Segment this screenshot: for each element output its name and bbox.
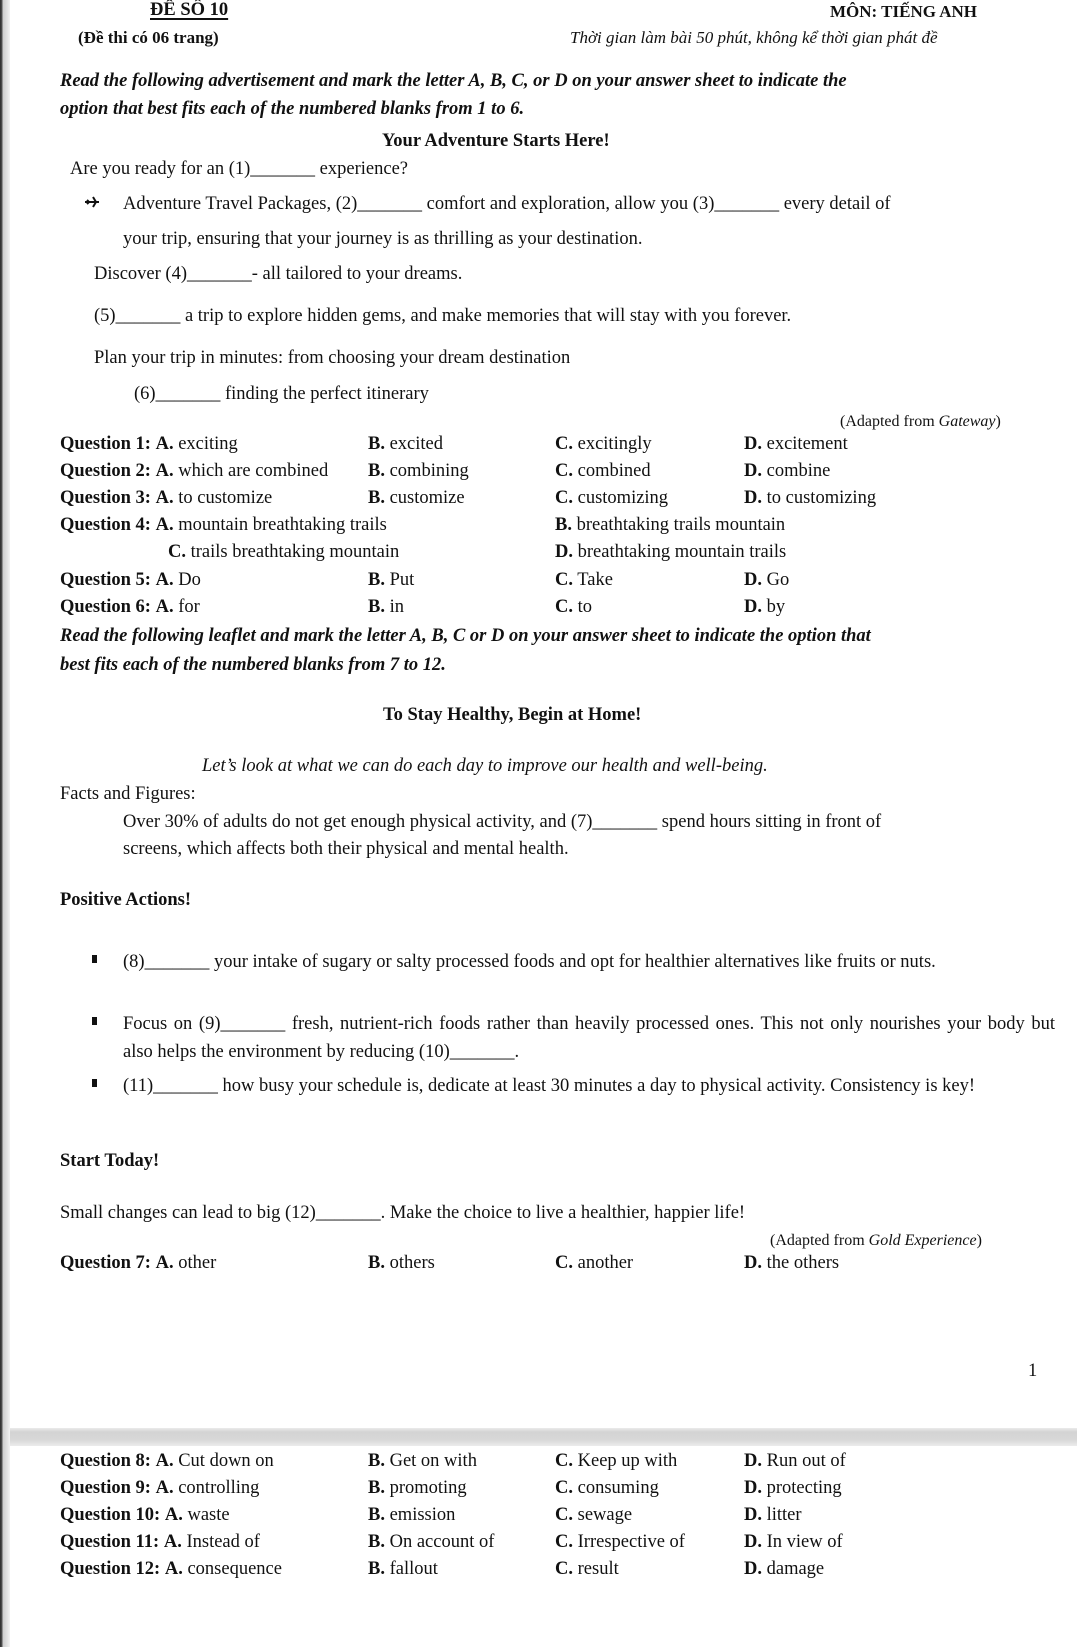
question-label-option-a: Question 9: A. controlling	[60, 1478, 260, 1498]
question-label: Question 8:	[60, 1451, 151, 1471]
question-label: Question 5:	[60, 570, 151, 590]
page-1	[10, 0, 1077, 1428]
question-label-option-a: Question 4: A. mountain breathtaking trails	[60, 515, 387, 535]
question-label: Question 9:	[60, 1478, 151, 1498]
bullet-square-icon	[92, 955, 97, 963]
bullet-square-icon	[92, 1017, 97, 1025]
question-label: Question 4:	[60, 515, 151, 535]
option-c: C. to	[555, 597, 593, 617]
facts-heading: Facts and Figures:	[60, 784, 196, 804]
option-b: B. On account of	[368, 1532, 495, 1552]
option-c: C. consuming	[555, 1478, 659, 1498]
page-2	[10, 1446, 1077, 1647]
option-d: D. damage	[744, 1559, 825, 1579]
leaflet-source: (Adapted from Gold Experience)	[770, 1232, 982, 1249]
option-b: B. customize	[368, 488, 465, 508]
option-d: D. combine	[744, 461, 831, 481]
action-bullet-1: (8)_______ your intake of sugary or salty processed foods and opt for healthier alternatives like fruits or nuts.	[123, 952, 936, 972]
option-b: B. Put	[368, 570, 415, 590]
question-label: Question 10:	[60, 1505, 161, 1525]
option-d: D. Run out of	[744, 1451, 846, 1471]
viewer-left-edge	[0, 0, 10, 1647]
option-c: C. result	[555, 1559, 619, 1579]
option-b: B. excited	[368, 434, 444, 454]
section2-instruction-line1: Read the following leaflet and mark the letter A, B, C or D on your answer sheet to indicate the option that	[60, 626, 871, 646]
advert-title: Your Adventure Starts Here!	[382, 131, 610, 151]
leaflet-title: To Stay Healthy, Begin at Home!	[383, 705, 642, 725]
question-label-option-a: Question 10: A. waste	[60, 1505, 230, 1525]
option-d: D. the others	[744, 1253, 840, 1273]
option-d: D. excitement	[744, 434, 848, 454]
question-label: Question 7:	[60, 1253, 151, 1273]
advert-plan-line: Plan your trip in minutes: from choosing your dream destination	[94, 348, 571, 368]
actions-heading: Positive Actions!	[60, 890, 192, 910]
section1-instruction-line1: Read the following advertisement and mark the letter A, B, C, or D on your answer sheet to indicate the	[60, 71, 847, 91]
question-label: Question 2:	[60, 461, 151, 481]
question-label-option-a: Question 12: A. consequence	[60, 1559, 282, 1579]
page-number: 1	[1028, 1361, 1038, 1381]
advert-line-5: (5)_______ a trip to explore hidden gems, and make memories that will stay with you forever.	[94, 306, 792, 326]
advert-line-1: Are you ready for an (1)_______ experience?	[70, 159, 408, 179]
option-c: C. Irrespective of	[555, 1532, 685, 1552]
advert-bullet-line-1: Adventure Travel Packages, (2)_______ comfort and exploration, allow you (3)_______ every detail of	[123, 194, 891, 214]
question-label-option-a: Question 1: A. exciting	[60, 434, 238, 454]
start-heading: Start Today!	[60, 1151, 160, 1171]
question-label-option-a: Question 8: A. Cut down on	[60, 1451, 274, 1471]
question-label-option-a: Question 3: A. to customize	[60, 488, 273, 508]
option-b: B. promoting	[368, 1478, 467, 1498]
option-b: B. fallout	[368, 1559, 438, 1579]
option-d: D. litter	[744, 1505, 802, 1525]
option-d: D. to customizing	[744, 488, 877, 508]
facts-line-2: screens, which affects both their physical and mental health.	[123, 839, 569, 859]
option-d: D. protecting	[744, 1478, 842, 1498]
advert-bullet-line-2: your trip, ensuring that your journey is as thrilling as your destination.	[123, 229, 643, 249]
option-d: D. Go	[744, 570, 790, 590]
advert-line-6: (6)_______ finding the perfect itinerary	[134, 384, 429, 404]
section2-instruction-line2: best fits each of the numbered blanks from 7 to 12.	[60, 655, 446, 675]
question-label-option-a: Question 5: A. Do	[60, 570, 201, 590]
question-label: Question 1:	[60, 434, 151, 454]
section1-instruction-line2: option that best fits each of the numbered blanks from 1 to 6.	[60, 99, 525, 119]
leaflet-subtitle: Let’s look at what we can do each day to improve our health and well-being.	[202, 756, 768, 776]
question-label: Question 11:	[60, 1532, 160, 1552]
option-b: B. Get on with	[368, 1451, 477, 1471]
page-separator	[10, 1428, 1077, 1446]
bullet-square-icon	[92, 1079, 97, 1087]
option-d: D. breathtaking mountain trails	[555, 542, 787, 562]
option-d: D. In view of	[744, 1532, 843, 1552]
action-bullet-3: (11)_______ how busy your schedule is, dedicate at least 30 minutes a day to physical activity. Consistency is key!	[123, 1076, 976, 1096]
option-c: C. Take	[555, 570, 613, 590]
question-label: Question 3:	[60, 488, 151, 508]
airplane-icon	[84, 194, 100, 215]
pages-note: (Đề thi có 06 trang)	[78, 28, 219, 47]
option-c: C. sewage	[555, 1505, 633, 1525]
option-c: C. Keep up with	[555, 1451, 678, 1471]
option-c: C. trails breathtaking mountain	[168, 542, 400, 562]
closing-line: Small changes can lead to big (12)_______. Make the choice to live a healthier, happier life!	[60, 1203, 746, 1223]
option-b: B. emission	[368, 1505, 456, 1525]
question-label-option-a: Question 7: A. other	[60, 1253, 217, 1273]
subject-label: MÔN: TIẾNG ANH	[830, 2, 978, 21]
time-note: Thời gian làm bài 50 phút, không kể thời gian phát đề	[570, 28, 938, 47]
option-c: C. excitingly	[555, 434, 652, 454]
option-b: B. in	[368, 597, 404, 617]
question-label-option-a: Question 6: A. for	[60, 597, 200, 617]
advert-source: (Adapted from Gateway)	[840, 413, 1001, 430]
option-c: C. another	[555, 1253, 634, 1273]
option-b: B. breathtaking trails mountain	[555, 515, 786, 535]
question-label-option-a: Question 2: A. which are combined	[60, 461, 329, 481]
question-label-option-a: Question 11: A. Instead of	[60, 1532, 260, 1552]
option-b: B. others	[368, 1253, 435, 1273]
exam-title: ĐỀ SỐ 10	[150, 0, 229, 20]
option-b: B. combining	[368, 461, 469, 481]
question-label: Question 6:	[60, 597, 151, 617]
action-bullet-2: Focus on (9)_______ fresh, nutrient-rich foods rather than heavily processed ones. This not only nourishes your body but also helps the environment by reducing (10)_______.	[123, 1014, 1055, 1062]
question-label: Question 12:	[60, 1559, 161, 1579]
option-c: C. combined	[555, 461, 651, 481]
option-d: D. by	[744, 597, 786, 617]
advert-discover-line: Discover (4)_______- all tailored to your dreams.	[94, 264, 463, 284]
option-c: C. customizing	[555, 488, 669, 508]
facts-line-1: Over 30% of adults do not get enough physical activity, and (7)_______ spend hours sitting in front of	[123, 812, 882, 832]
